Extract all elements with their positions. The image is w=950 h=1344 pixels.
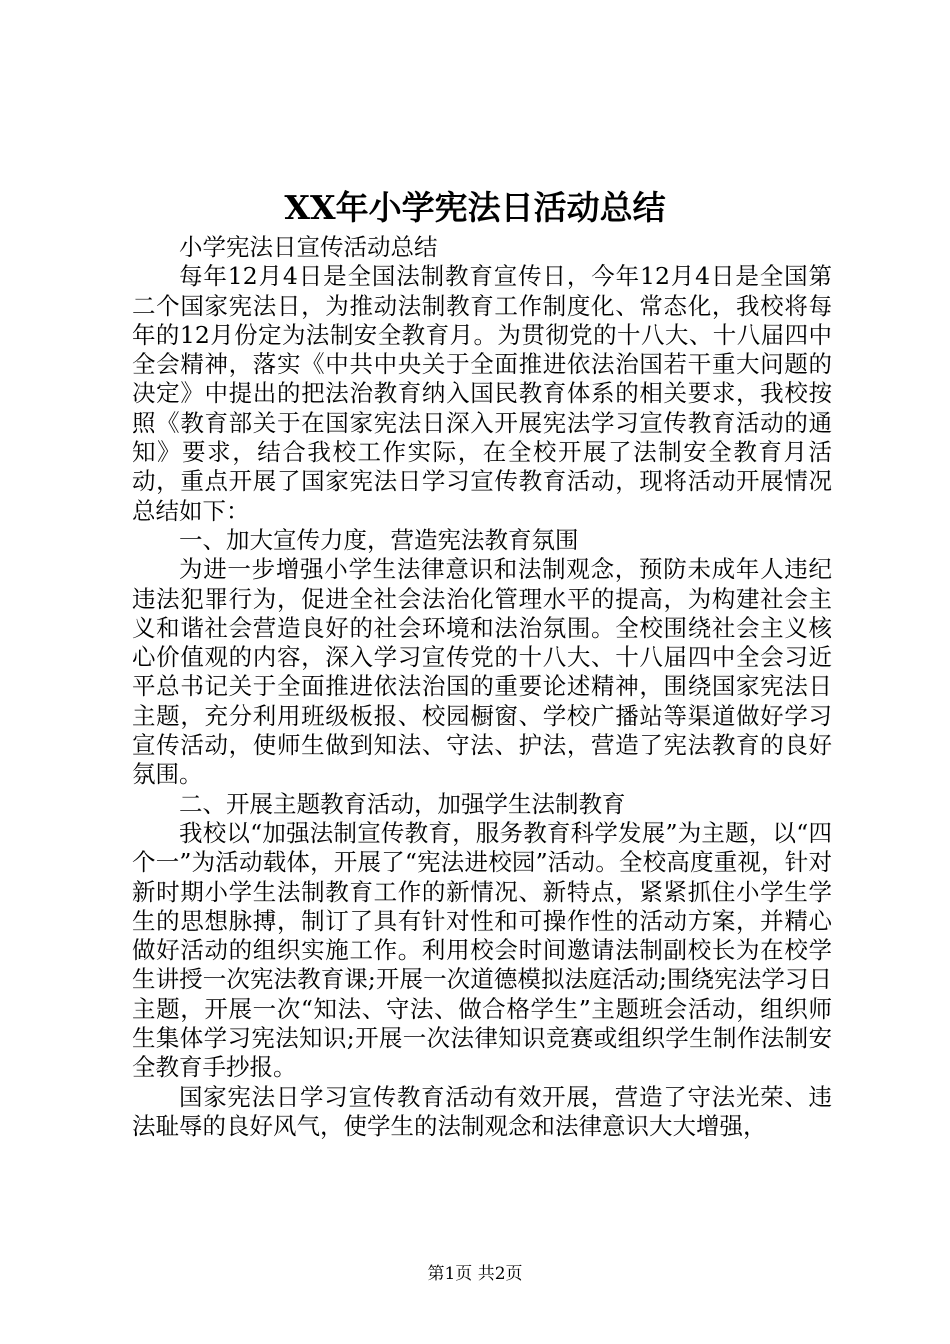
section-1-paragraph: 为进一步增强小学生法律意识和法制观念，预防未成年人违纪违法犯罪行为，促进全社会法治化管理水平的提高，为构建社会主义和谐社会营造良好的社会环境和法治氛围。全校围绕社会主义核心价值观的内容，深入学习宣传党的十八大、十八届四中全会习近平总书记关于全面推进依法治国的重要论述精神，围绕国家宪法日主题，充分利用班级板报、校园橱窗、学校广播站等渠道做好学习宣传活动，使师生做到知法、守法、护法，营造了宪法教育的良好氛围。 [132,555,832,789]
document-subtitle: 小学宪法日宣传活动总结 [179,233,438,261]
section-2-paragraph: 我校以“加强法制宣传教育，服务教育科学发展”为主题，以“四个一”为活动载体，开展了“宪法进校园”活动。全校高度重视，针对新时期小学生法制教育工作的新情况、新特点，紧紧抓住小学生学生的思想脉搏，制订了具有针对性和可操作性的活动方案，并精心做好活动的组织实施工作。利用校会时间邀请法制副校长为在校学生讲授一次宪法教育课;开展一次道德模拟法庭活动;围绕宪法学习日主题，开展一次“知法、守法、做合格学生”主题班会活动，组织师生集体学习宪法知识;开展一次法律知识竞赛或组织学生制作法制安全教育手抄报。 [132,818,832,1082]
document-body [132,233,832,1141]
section-heading-1: 一、加大宣传力度，营造宪法教育氛围 [179,525,579,554]
closing-paragraph: 国家宪法日学习宣传教育活动有效开展，营造了守法光荣、违法耻辱的良好风气，使学生的法制观念和法律意识大大增强， [132,1082,832,1140]
intro-paragraph: 每年12月4日是全国法制教育宣传日，今年12月4日是全国第二个国家宪法日，为推动法制教育工作制度化、常态化，我校将每年的12月份定为法制安全教育月。为贯彻党的十八大、十八届四中全会精神，落实《中共中央关于全面推进依法治国若干重大问题的决定》中提出的把法治教育纳入国民教育体系的相关要求，我校按照《教育部关于在国家宪法日深入开展宪法学习宣传教育活动的通知》要求，结合我校工作实际，在全校开展了法制安全教育月活动，重点开展了国家宪法日学习宣传教育活动，现将活动开展情况总结如下： [132,262,832,525]
section-heading-2: 二、开展主题教育活动，加强学生法制教育 [179,789,626,818]
document-title: XX年小学宪法日活动总结 [284,188,666,227]
page-footer: 第1页 共2页 [427,1264,523,1284]
